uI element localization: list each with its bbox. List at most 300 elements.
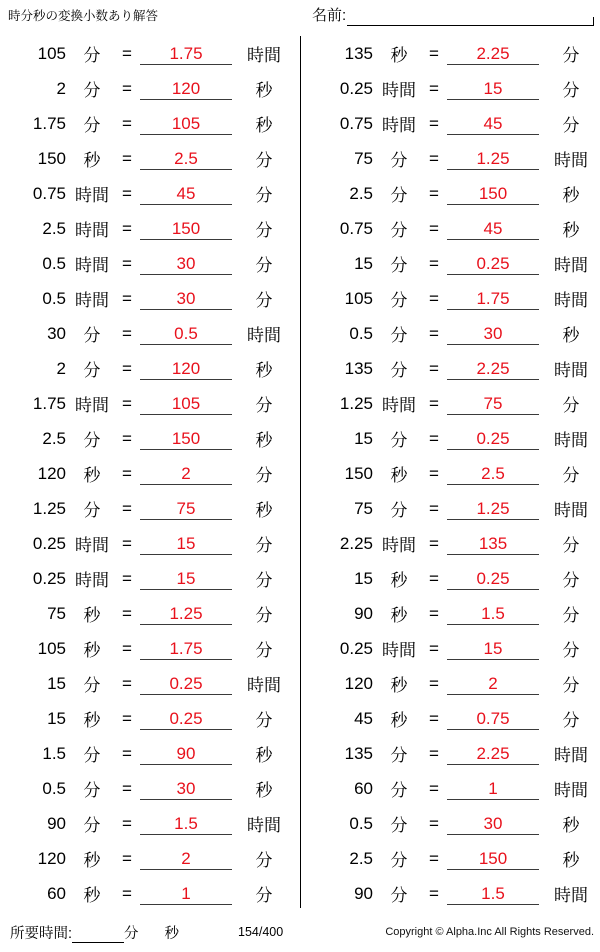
equals-sign: =	[122, 253, 132, 273]
equals-sign: =	[122, 533, 132, 553]
problem-value: 120	[37, 848, 66, 868]
answer-field[interactable]: 75	[140, 497, 232, 520]
answer-unit: 分	[255, 396, 273, 415]
problem-value: 2.5	[349, 183, 373, 203]
problem-unit: 時間	[75, 221, 109, 240]
equals-sign: =	[429, 883, 439, 903]
answer-field[interactable]: 2	[140, 847, 232, 870]
answer-unit: 分	[255, 571, 273, 590]
problem-unit: 分	[83, 81, 101, 100]
problem-row	[4, 176, 300, 211]
equals-sign: =	[429, 43, 439, 63]
answer-field[interactable]: 2.5	[447, 462, 539, 485]
equals-sign: =	[122, 778, 132, 798]
problem-value: 120	[344, 673, 373, 693]
elapsed-seconds-unit: 秒	[164, 926, 180, 942]
equals-sign: =	[429, 323, 439, 343]
problem-value: 2	[56, 358, 66, 378]
equals-sign: =	[122, 498, 132, 518]
answer-field[interactable]: 2.5	[140, 147, 232, 170]
problem-unit: 時間	[75, 291, 109, 310]
problem-row	[311, 456, 600, 491]
answer-unit: 分	[562, 606, 580, 625]
name-field-block	[312, 4, 594, 26]
equals-sign: =	[122, 323, 132, 343]
problem-unit: 時間	[75, 571, 109, 590]
problem-row	[311, 71, 600, 106]
answer-unit: 時間	[554, 886, 588, 905]
equals-sign: =	[122, 78, 132, 98]
problem-value: 1.25	[339, 393, 373, 413]
problem-value: 105	[37, 638, 66, 658]
answer-field[interactable]: 0.5	[140, 322, 232, 345]
problem-row	[4, 211, 300, 246]
answer-unit: 秒	[562, 326, 580, 345]
problem-unit: 分	[83, 326, 101, 345]
problem-unit: 分	[83, 816, 101, 835]
problem-value: 90	[354, 603, 373, 623]
problem-row	[311, 736, 600, 771]
problem-row	[311, 351, 600, 386]
answer-field[interactable]: 0.75	[447, 707, 539, 730]
answer-unit: 時間	[554, 746, 588, 765]
problem-row	[4, 666, 300, 701]
problem-row	[4, 491, 300, 526]
problem-value: 2	[56, 78, 66, 98]
answer-unit: 時間	[554, 151, 588, 170]
answer-unit: 分	[562, 116, 580, 135]
problem-value: 105	[344, 288, 373, 308]
answer-unit: 秒	[255, 361, 273, 380]
problem-unit: 秒	[390, 46, 408, 65]
elapsed-minutes-blank[interactable]	[72, 925, 124, 943]
answer-field[interactable]: 15	[447, 637, 539, 660]
problem-unit: 分	[83, 46, 101, 65]
answer-unit: 時間	[247, 676, 281, 695]
problem-value: 135	[344, 43, 373, 63]
problem-unit: 分	[390, 816, 408, 835]
answer-field[interactable]: 120	[140, 77, 232, 100]
equals-sign: =	[122, 848, 132, 868]
problem-row	[311, 491, 600, 526]
problem-row	[4, 71, 300, 106]
problem-row	[4, 316, 300, 351]
problem-unit: 分	[390, 256, 408, 275]
problem-row	[311, 771, 600, 806]
equals-sign: =	[429, 603, 439, 623]
problem-row	[311, 106, 600, 141]
answer-field[interactable]: 2	[140, 462, 232, 485]
page-title: 時分秒の変換小数あり解答	[8, 9, 159, 23]
problem-value: 1.25	[32, 498, 66, 518]
problem-unit: 時間	[382, 116, 416, 135]
answer-unit: 時間	[554, 291, 588, 310]
problem-row	[4, 596, 300, 631]
problem-unit: 秒	[83, 641, 101, 660]
answer-unit: 分	[562, 536, 580, 555]
problem-value: 15	[47, 708, 66, 728]
left-column	[0, 36, 300, 908]
equals-sign: =	[122, 883, 132, 903]
answer-unit: 秒	[562, 816, 580, 835]
answer-unit: 分	[255, 851, 273, 870]
answer-field[interactable]: 0.25	[447, 252, 539, 275]
problem-value: 105	[37, 43, 66, 63]
answer-unit: 秒	[255, 431, 273, 450]
problem-value: 30	[47, 323, 66, 343]
answer-field[interactable]: 15	[447, 77, 539, 100]
problem-count: 154/400	[238, 925, 284, 939]
problem-row	[4, 141, 300, 176]
problem-unit: 秒	[83, 886, 101, 905]
problem-row	[311, 596, 600, 631]
answer-field[interactable]: 15	[140, 567, 232, 590]
answer-field[interactable]: 1.75	[447, 287, 539, 310]
answer-field[interactable]: 45	[447, 112, 539, 135]
equals-sign: =	[429, 148, 439, 168]
problem-value: 1.75	[32, 393, 66, 413]
answer-unit: 秒	[255, 116, 273, 135]
answer-unit: 時間	[247, 816, 281, 835]
equals-sign: =	[122, 743, 132, 763]
problem-value: 75	[354, 498, 373, 518]
answer-unit: 分	[562, 396, 580, 415]
problem-unit: 分	[390, 186, 408, 205]
problem-unit: 分	[390, 431, 408, 450]
answer-unit: 秒	[255, 746, 273, 765]
equals-sign: =	[429, 498, 439, 518]
problem-unit: 分	[83, 746, 101, 765]
problem-unit: 時間	[75, 536, 109, 555]
answer-unit: 分	[255, 606, 273, 625]
problem-row	[4, 841, 300, 876]
answer-field[interactable]: 2	[447, 672, 539, 695]
problem-unit: 時間	[75, 256, 109, 275]
problem-value: 60	[47, 883, 66, 903]
answer-field[interactable]: 1	[140, 882, 232, 905]
answer-unit: 分	[562, 641, 580, 660]
equals-sign: =	[429, 463, 439, 483]
answer-field[interactable]: 2.25	[447, 42, 539, 65]
problem-unit: 秒	[83, 711, 101, 730]
answer-field[interactable]: 30	[140, 287, 232, 310]
equals-sign: =	[429, 533, 439, 553]
answer-field[interactable]: 90	[140, 742, 232, 765]
problem-unit: 秒	[390, 571, 408, 590]
equals-sign: =	[429, 78, 439, 98]
problem-value: 90	[354, 883, 373, 903]
problem-unit: 秒	[83, 466, 101, 485]
answer-field[interactable]: 1.25	[447, 497, 539, 520]
problem-unit: 分	[390, 886, 408, 905]
answer-unit: 分	[562, 711, 580, 730]
problem-row	[4, 876, 300, 911]
equals-sign: =	[429, 358, 439, 378]
problem-row	[4, 771, 300, 806]
elapsed-time-block	[10, 922, 179, 943]
answer-field[interactable]: 1	[447, 777, 539, 800]
answer-unit: 時間	[554, 256, 588, 275]
equals-sign: =	[122, 43, 132, 63]
equals-sign: =	[429, 568, 439, 588]
equals-sign: =	[122, 813, 132, 833]
answer-unit: 秒	[255, 781, 273, 800]
answer-unit: 分	[255, 466, 273, 485]
problem-row	[4, 631, 300, 666]
problem-value: 0.25	[339, 78, 373, 98]
equals-sign: =	[429, 253, 439, 273]
problem-value: 120	[37, 463, 66, 483]
answer-field[interactable]: 0.25	[140, 707, 232, 730]
problem-row	[311, 561, 600, 596]
equals-sign: =	[429, 708, 439, 728]
problem-value: 90	[47, 813, 66, 833]
name-input-line[interactable]	[347, 5, 594, 26]
problem-value: 60	[354, 778, 373, 798]
problem-unit: 分	[83, 501, 101, 520]
equals-sign: =	[122, 603, 132, 623]
problem-row	[311, 806, 600, 841]
problem-row	[311, 316, 600, 351]
answer-unit: 秒	[562, 221, 580, 240]
answer-unit: 分	[562, 571, 580, 590]
problem-row	[311, 701, 600, 736]
problem-row	[311, 246, 600, 281]
problem-value: 0.5	[42, 778, 66, 798]
problem-value: 0.5	[42, 253, 66, 273]
problem-value: 0.75	[32, 183, 66, 203]
answer-unit: 分	[562, 81, 580, 100]
answer-unit: 秒	[562, 186, 580, 205]
problem-row	[311, 876, 600, 911]
answer-field[interactable]: 105	[140, 392, 232, 415]
name-line-end-tick	[593, 17, 594, 26]
problem-unit: 分	[390, 151, 408, 170]
equals-sign: =	[429, 673, 439, 693]
page-footer	[0, 912, 600, 952]
answer-field[interactable]: 0.25	[447, 427, 539, 450]
answer-field[interactable]: 30	[140, 252, 232, 275]
equals-sign: =	[429, 848, 439, 868]
equals-sign: =	[429, 218, 439, 238]
problem-row	[4, 736, 300, 771]
answer-field[interactable]: 105	[140, 112, 232, 135]
equals-sign: =	[429, 813, 439, 833]
equals-sign: =	[122, 183, 132, 203]
equals-sign: =	[429, 428, 439, 448]
problem-unit: 分	[390, 361, 408, 380]
problem-unit: 分	[83, 781, 101, 800]
equals-sign: =	[122, 428, 132, 448]
answer-unit: 時間	[554, 781, 588, 800]
elapsed-time-label: 所要時間:	[10, 926, 73, 942]
problem-unit: 分	[390, 781, 408, 800]
problem-value: 2.25	[339, 533, 373, 553]
problem-value: 75	[354, 148, 373, 168]
problem-row	[4, 281, 300, 316]
problem-row	[311, 841, 600, 876]
problem-row	[311, 666, 600, 701]
answer-unit: 秒	[562, 851, 580, 870]
answer-unit: 分	[255, 641, 273, 660]
answer-field[interactable]: 120	[140, 357, 232, 380]
answer-field[interactable]: 150	[447, 847, 539, 870]
problem-value: 1.75	[32, 113, 66, 133]
problem-row	[4, 701, 300, 736]
problem-unit: 分	[390, 326, 408, 345]
answer-field[interactable]: 150	[140, 217, 232, 240]
problem-value: 0.5	[42, 288, 66, 308]
answer-unit: 分	[255, 221, 273, 240]
problem-unit: 時間	[382, 81, 416, 100]
problem-unit: 秒	[83, 606, 101, 625]
answer-unit: 時間	[554, 431, 588, 450]
answer-field[interactable]: 1.25	[140, 602, 232, 625]
answer-unit: 時間	[247, 46, 281, 65]
problem-row	[311, 421, 600, 456]
problem-value: 1.5	[42, 743, 66, 763]
equals-sign: =	[122, 148, 132, 168]
problem-unit: 分	[83, 361, 101, 380]
answer-unit: 時間	[247, 326, 281, 345]
problem-row	[311, 36, 600, 71]
problem-value: 0.75	[339, 113, 373, 133]
problem-unit: 分	[390, 501, 408, 520]
problem-value: 0.5	[349, 813, 373, 833]
problem-unit: 秒	[83, 851, 101, 870]
problem-row	[4, 351, 300, 386]
equals-sign: =	[122, 568, 132, 588]
elapsed-minutes-unit: 分	[124, 926, 139, 942]
problem-row	[4, 36, 300, 71]
equals-sign: =	[429, 638, 439, 658]
answer-field[interactable]: 1.25	[447, 147, 539, 170]
answer-unit: 分	[255, 256, 273, 275]
answer-field[interactable]: 45	[140, 182, 232, 205]
copyright-notice: Copyright © Alpha.Inc All Rights Reserved.	[385, 926, 594, 938]
answer-field[interactable]: 0.25	[447, 567, 539, 590]
problem-unit: 時間	[75, 396, 109, 415]
problem-value: 2.5	[42, 218, 66, 238]
problem-unit: 分	[390, 291, 408, 310]
problem-row	[311, 526, 600, 561]
problem-value: 135	[344, 358, 373, 378]
answer-field[interactable]: 1.75	[140, 637, 232, 660]
answer-field[interactable]: 2.25	[447, 742, 539, 765]
problem-value: 150	[37, 148, 66, 168]
answer-field[interactable]: 30	[140, 777, 232, 800]
answer-field[interactable]: 1.5	[447, 882, 539, 905]
problem-value: 15	[47, 673, 66, 693]
answer-unit: 分	[255, 886, 273, 905]
problem-unit: 分	[390, 851, 408, 870]
answer-unit: 分	[255, 291, 273, 310]
problem-row	[311, 281, 600, 316]
problem-row	[4, 246, 300, 281]
name-label: 名前:	[312, 7, 347, 24]
problem-unit: 分	[83, 676, 101, 695]
problem-row	[4, 561, 300, 596]
equals-sign: =	[429, 113, 439, 133]
problem-value: 15	[354, 568, 373, 588]
answer-field[interactable]: 2.25	[447, 357, 539, 380]
problem-value: 0.5	[349, 323, 373, 343]
problem-row	[4, 386, 300, 421]
right-column-rows	[311, 36, 600, 911]
answer-unit: 秒	[255, 501, 273, 520]
equals-sign: =	[122, 393, 132, 413]
problem-unit: 時間	[382, 536, 416, 555]
left-column-rows	[4, 36, 300, 911]
answer-field[interactable]: 150	[447, 182, 539, 205]
answer-unit: 分	[562, 466, 580, 485]
problem-value: 0.25	[32, 568, 66, 588]
answer-unit: 分	[255, 536, 273, 555]
problem-row	[311, 141, 600, 176]
problem-value: 15	[354, 428, 373, 448]
answer-field[interactable]: 75	[447, 392, 539, 415]
equals-sign: =	[122, 638, 132, 658]
problem-unit: 時間	[75, 186, 109, 205]
page-header	[0, 0, 600, 34]
answer-field[interactable]: 135	[447, 532, 539, 555]
answer-field[interactable]: 0.25	[140, 672, 232, 695]
problem-unit: 秒	[390, 466, 408, 485]
answer-unit: 時間	[554, 361, 588, 380]
answer-unit: 分	[562, 676, 580, 695]
answer-field[interactable]: 30	[447, 812, 539, 835]
problem-value: 2.5	[349, 848, 373, 868]
problem-value: 0.75	[339, 218, 373, 238]
equals-sign: =	[429, 288, 439, 308]
answer-field[interactable]: 30	[447, 322, 539, 345]
equals-sign: =	[122, 358, 132, 378]
problem-row	[4, 106, 300, 141]
answer-field[interactable]: 1.5	[447, 602, 539, 625]
problem-unit: 秒	[390, 676, 408, 695]
problem-unit: 秒	[390, 606, 408, 625]
problem-value: 45	[354, 708, 373, 728]
answer-unit: 分	[255, 186, 273, 205]
equals-sign: =	[429, 393, 439, 413]
equals-sign: =	[429, 778, 439, 798]
equals-sign: =	[122, 673, 132, 693]
answer-field[interactable]: 15	[140, 532, 232, 555]
problem-unit: 分	[390, 746, 408, 765]
answer-unit: 分	[255, 151, 273, 170]
problem-unit: 秒	[83, 151, 101, 170]
answer-unit: 秒	[255, 81, 273, 100]
problem-unit: 分	[83, 431, 101, 450]
problem-unit: 時間	[382, 396, 416, 415]
answer-field[interactable]: 45	[447, 217, 539, 240]
problem-row	[4, 421, 300, 456]
problem-columns	[0, 36, 600, 908]
problem-row	[311, 211, 600, 246]
answer-field[interactable]: 1.5	[140, 812, 232, 835]
equals-sign: =	[429, 743, 439, 763]
problem-row	[4, 456, 300, 491]
problem-value: 75	[47, 603, 66, 623]
problem-unit: 分	[390, 221, 408, 240]
right-column	[300, 36, 600, 908]
answer-field[interactable]: 1.75	[140, 42, 232, 65]
equals-sign: =	[122, 463, 132, 483]
answer-field[interactable]: 150	[140, 427, 232, 450]
answer-unit: 分	[255, 711, 273, 730]
equals-sign: =	[122, 708, 132, 728]
problem-row	[4, 526, 300, 561]
